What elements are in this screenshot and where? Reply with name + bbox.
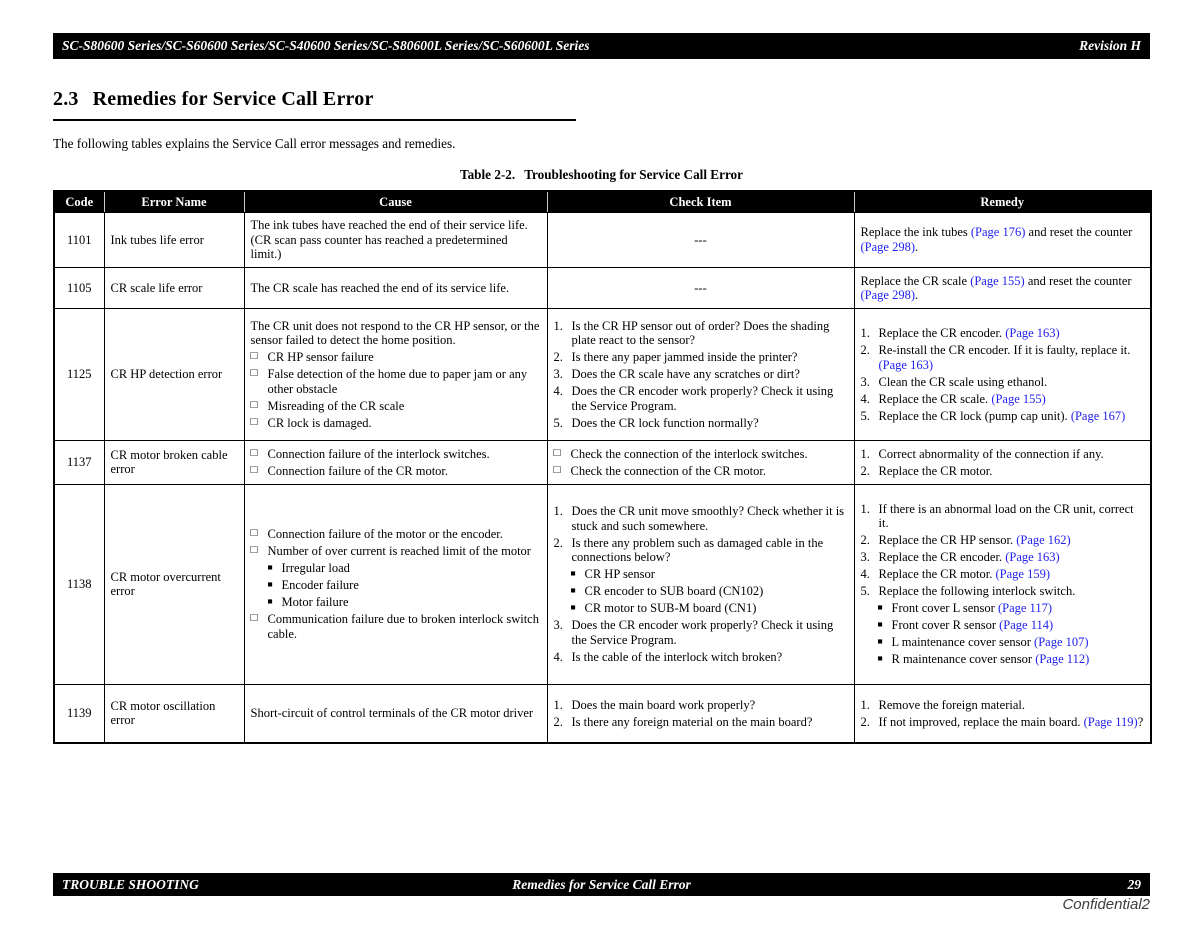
intro-text: The following tables explains the Service Call error messages and remedies. [53,136,456,151]
paragraph [861,274,1145,303]
cell-text: L maintenance cover sensor (Page 107) [891,635,1089,649]
item-number: 2. [860,714,870,729]
item-number: 1. [860,501,870,516]
cell-text: Replace the CR encoder. (Page 163) [878,550,1060,564]
cell-text: Is there any foreign material on the main board? [571,714,813,729]
item-number: 2. [860,343,870,357]
page-link[interactable]: (Page 163) [878,357,933,372]
item-number: 4. [553,649,563,664]
page-link[interactable]: (Page 155) [970,273,1025,288]
item-number: 4. [860,567,870,581]
cell-text: CR lock is damaged. [267,415,372,430]
page-header-bar [53,33,1150,59]
square-bullet-icon: ■ [570,568,576,578]
checkbox-icon: □ [250,398,258,411]
cell-error-name: CR scale life error [104,268,244,309]
table-header-row [54,191,1151,212]
item-number: 3. [860,374,870,389]
square-bullet-icon: ■ [570,602,576,612]
cell-remedy [854,268,1151,309]
numbered-item [861,375,1145,390]
numbered-item [554,698,848,713]
confidential-watermark: Confidential2 [1062,896,1150,913]
numbered-item [554,536,848,565]
cell-text: The CR scale has reached the end of its service life. [250,280,510,295]
cell-text: False detection of the home due to paper jam or any other obstacle [267,367,528,396]
column-header-code: Code [54,191,104,212]
table-row [54,484,1151,684]
page-link[interactable]: (Page 117) [997,601,1053,615]
cell-text: Motor failure [281,595,349,609]
checkbox-icon: □ [250,463,258,476]
page-link[interactable]: (Page 112) [1035,652,1090,666]
page-link[interactable]: (Page 159) [995,567,1050,581]
cell-text: Check the connection of the CR motor. [570,463,766,478]
cell-text: Replace the CR motor. (Page 159) [878,567,1050,581]
header-revision: Revision H [1079,38,1141,53]
checkbox-item [251,527,541,542]
footer-section: Remedies for Service Call Error [512,876,691,892]
cell-code: 1139 [54,684,104,743]
cell-text: Remove the foreign material. [878,697,1025,712]
checkbox-icon: □ [250,446,258,459]
cell-text: Connection failure of the interlock switches. [267,446,490,461]
numbered-item [554,504,848,533]
page-link[interactable]: (Page 163) [1005,326,1060,340]
page-link[interactable]: (Page 163) [1005,550,1060,564]
cell-text: Replace the CR encoder. (Page 163) [878,326,1060,340]
section-title [53,88,576,121]
numbered-item [861,533,1145,548]
cell-check-item [547,212,854,268]
cell-text: Does the CR scale have any scratches or dirt? [571,367,800,382]
table-row [54,212,1151,268]
page-link[interactable]: (Page 162) [1016,533,1071,547]
checkbox-icon: □ [250,544,258,556]
cell-cause [244,268,547,309]
cell-text: Does the main board work properly? [571,697,756,712]
square-bullet-icon: ■ [877,619,883,629]
page-footer-bar [53,873,1150,896]
checkbox-icon: □ [250,350,258,363]
cell-remedy [854,484,1151,684]
numbered-item [861,464,1145,479]
cell-check-item [547,309,854,441]
table-row [54,309,1151,441]
cell-text: CR HP sensor [584,567,655,581]
page-link[interactable]: (Page 176) [970,225,1026,240]
square-bullet-icon: ■ [877,602,883,612]
square-bullet-icon: ■ [267,562,273,572]
square-bullet-item [861,618,1145,633]
checkbox-item [251,416,541,431]
table-row [54,268,1151,309]
numbered-item [554,319,848,348]
item-number: 4. [553,384,563,399]
header-model-list: SC-S80600 Series/SC-S60600 Series/SC-S40600 Series/SC-S80600L Series/SC-S60600L Series [62,38,590,53]
cell-check-item [547,441,854,485]
column-header-cause: Cause [244,191,547,212]
square-bullet-item [554,567,848,582]
square-bullet-item [251,595,541,610]
item-number: 1. [553,318,563,333]
cell-text: Connection failure of the motor or the encoder. [267,527,503,541]
cell-text: Replace the CR lock (pump cap unit). (Page 167) [878,408,1126,423]
page-link[interactable]: (Page 114) [999,618,1054,632]
cell-text: Replace the ink tubes (Page 176) and reset the counter (Page 298). [860,225,1133,254]
item-number: 2. [860,463,870,478]
cell-text: Does the CR encoder work properly? Check it using the Service Program. [571,618,834,647]
square-bullet-item [554,601,848,616]
cell-text: Number of over current is reached limit of the motor [267,544,531,558]
paragraph [861,225,1145,254]
footer-chapter: TROUBLE SHOOTING [62,876,199,892]
item-number: 4. [860,391,870,406]
cell-text: Is there any paper jammed inside the printer? [571,350,798,365]
item-number: 5. [553,415,563,430]
square-bullet-icon: ■ [267,596,273,606]
checkbox-item [554,447,848,462]
cell-text: The ink tubes have reached the end of their service life. (CR scan pass counter has reached a predetermined limit.) [250,218,528,261]
cell-text: Is there any problem such as damaged cable in the connections below? [571,535,824,564]
numbered-item [861,447,1145,462]
table-row [54,441,1151,485]
item-number: 2. [860,533,870,547]
cell-cause [244,212,547,268]
cell-text: Does the CR encoder work properly? Check it using the Service Program. [571,384,834,413]
cell-text: --- [694,232,707,247]
numbered-item [861,392,1145,407]
item-number: 2. [553,350,563,365]
checkbox-icon: □ [250,367,258,380]
square-bullet-item [251,561,541,576]
cell-cause [244,684,547,743]
paragraph [251,319,541,348]
numbered-item [554,618,848,647]
cell-text: Correct abnormality of the connection if any. [878,446,1104,461]
numbered-item [861,409,1145,424]
section-number: 2.3 [53,88,79,110]
item-number: 1. [553,697,563,712]
cell-check-item [547,268,854,309]
numbered-item [861,584,1145,599]
paragraph [251,218,541,262]
paragraph [251,706,541,721]
checkbox-item [251,464,541,479]
cell-text: CR encoder to SUB board (CN102) [584,584,764,598]
square-bullet-icon: ■ [267,579,273,589]
cell-check-item [547,684,854,743]
page-link[interactable]: (Page 298) [860,288,915,302]
cell-remedy [854,441,1151,485]
cell-cause [244,309,547,441]
checkbox-item [251,544,541,559]
cell-text: Is the cable of the interlock witch broken? [571,649,783,664]
square-bullet-icon: ■ [570,585,576,595]
square-bullet-item [251,578,541,593]
numbered-item [861,343,1145,372]
checkbox-item [251,399,541,414]
cell-code: 1138 [54,484,104,684]
footer-page-number: 29 [1127,876,1141,892]
page-link[interactable]: (Page 167) [1070,408,1126,423]
item-number: 2. [553,714,563,729]
checkbox-icon: □ [250,527,258,539]
page-link[interactable]: (Page 107) [1034,635,1089,649]
checkbox-icon: □ [553,446,561,459]
numbered-item [861,715,1145,730]
cell-text: Front cover L sensor (Page 117) [891,601,1053,615]
item-number: 2. [553,535,563,550]
page-link[interactable]: (Page 298) [860,239,915,254]
cell-text: Replace the CR scale. (Page 155) [878,391,1046,406]
cell-text: Replace the CR motor. [878,463,993,478]
item-number: 1. [860,446,870,461]
cell-text: Front cover R sensor (Page 114) [891,618,1054,632]
column-header-check-item: Check Item [547,191,854,212]
paragraph [554,281,848,296]
checkbox-item [251,447,541,462]
numbered-item [554,416,848,431]
item-number: 5. [860,408,870,423]
table-caption-text: Troubleshooting for Service Call Error [524,167,743,182]
checkbox-icon: □ [553,463,561,476]
cell-text: Short-circuit of control terminals of the CR motor driver [250,706,534,720]
checkbox-item [554,464,848,479]
checkbox-item [251,350,541,365]
page-link[interactable]: (Page 155) [991,391,1046,406]
numbered-item [861,550,1145,565]
table-caption-label: Table 2-2. [460,167,516,182]
cell-cause [244,441,547,485]
item-number: 3. [553,367,563,382]
numbered-item [554,650,848,665]
cell-code: 1101 [54,212,104,268]
square-bullet-item [554,584,848,599]
square-bullet-item [861,601,1145,616]
cell-text: Replace the CR HP sensor. (Page 162) [878,533,1071,547]
item-number: 5. [860,584,870,598]
cell-text: Does the CR unit move smoothly? Check whether it is stuck and such somewhere. [571,504,845,533]
column-header-remedy: Remedy [854,191,1151,212]
cell-cause [244,484,547,684]
numbered-item [554,384,848,413]
cell-text: Connection failure of the CR motor. [267,463,449,478]
numbered-item [861,502,1145,531]
cell-error-name: CR motor oscillation error [104,684,244,743]
cell-error-name: CR HP detection error [104,309,244,441]
checkbox-item [251,612,541,641]
item-number: 1. [860,697,870,712]
square-bullet-icon: ■ [877,653,883,663]
cell-text: Clean the CR scale using ethanol. [878,374,1048,389]
cell-text: Misreading of the CR scale [267,398,405,413]
section-name: Remedies for Service Call Error [92,88,374,110]
paragraph [251,281,541,296]
numbered-item [861,567,1145,582]
cell-text: CR HP sensor failure [267,350,374,365]
cell-text: Re-install the CR encoder. If it is faulty, replace it. (Page 163) [878,343,1131,372]
cell-text: Irregular load [281,561,350,575]
cell-text: Communication failure due to broken interlock switch cable. [267,612,539,641]
numbered-item [554,367,848,382]
cell-check-item [547,484,854,684]
square-bullet-item [861,652,1145,667]
item-number: 3. [860,550,870,564]
cell-text: --- [694,280,707,295]
cell-text: Is the CR HP sensor out of order? Does the shading plate react to the sensor? [571,318,830,348]
checkbox-icon: □ [250,415,258,428]
cell-text: Does the CR lock function normally? [571,415,759,430]
cell-code: 1137 [54,441,104,485]
paragraph [554,233,848,248]
cell-error-name: Ink tubes life error [104,212,244,268]
numbered-item [861,698,1145,713]
cell-text: R maintenance cover sensor (Page 112) [891,652,1090,666]
table-row [54,684,1151,743]
cell-text: Encoder failure [281,578,359,592]
square-bullet-icon: ■ [877,636,883,646]
cell-text: Replace the CR scale (Page 155) and reset the counter (Page 298). [860,273,1132,302]
cell-text: If there is an abnormal load on the CR unit, correct it. [878,501,1134,530]
cell-remedy [854,684,1151,743]
table-caption [53,167,1150,183]
numbered-item [554,350,848,365]
cell-code: 1125 [54,309,104,441]
cell-text: The CR unit does not respond to the CR HP sensor, or the sensor failed to detect the home position. [250,318,540,348]
cell-error-name: CR motor broken cable error [104,441,244,485]
column-header-error-name: Error Name [104,191,244,212]
numbered-item [554,715,848,730]
checkbox-item [251,367,541,396]
item-number: 1. [860,326,870,340]
troubleshooting-table [53,190,1152,744]
numbered-item [861,326,1145,341]
page-link[interactable]: (Page 119) [1083,714,1138,729]
cell-remedy [854,212,1151,268]
cell-text: Check the connection of the interlock switches. [570,446,808,461]
cell-text: If not improved, replace the main board. (Page 119)? [878,714,1144,729]
table-body [54,212,1151,743]
square-bullet-item [861,635,1145,650]
cell-text: Replace the following interlock switch. [878,584,1076,598]
item-number: 3. [553,618,563,632]
checkbox-icon: □ [250,612,258,624]
cell-error-name: CR motor overcurrent error [104,484,244,684]
table-header [54,191,1151,212]
cell-text: CR motor to SUB-M board (CN1) [584,601,757,615]
item-number: 1. [553,504,563,518]
cell-code: 1105 [54,268,104,309]
cell-remedy [854,309,1151,441]
